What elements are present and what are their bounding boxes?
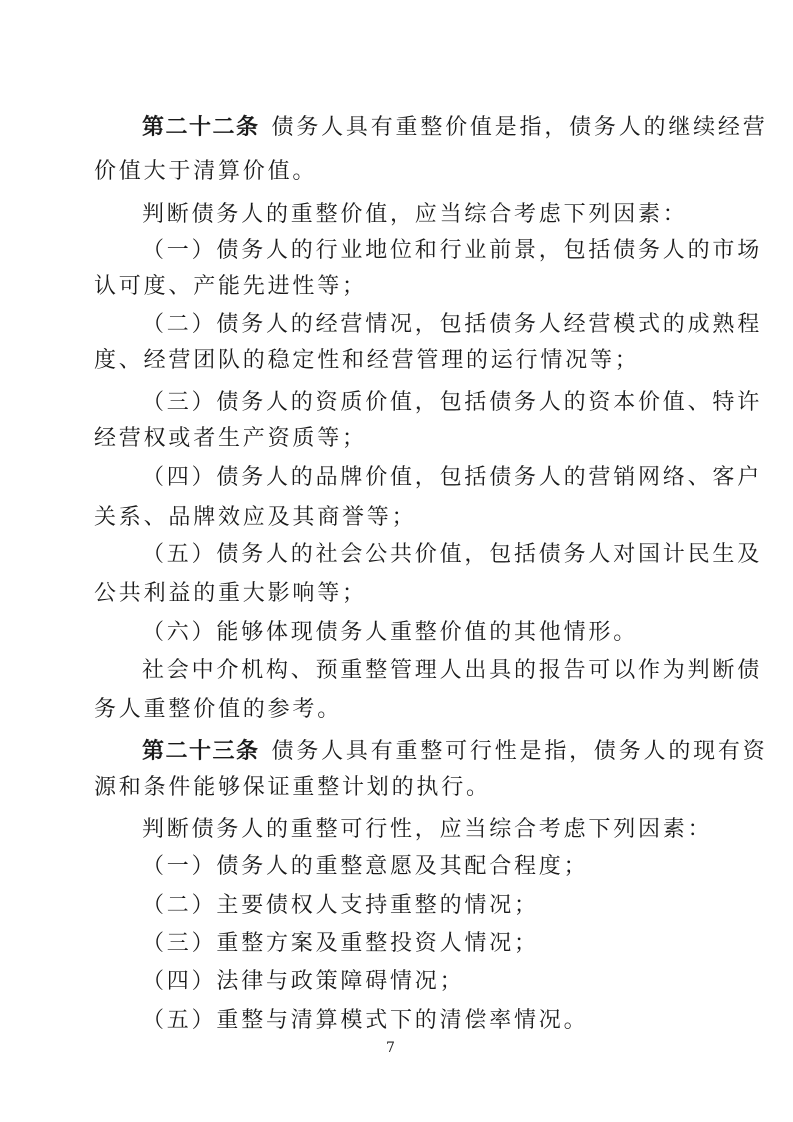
article-23-line-1: 债务人具有重整可行性是指，债务人的现有资 xyxy=(271,739,768,764)
article-22-intro: 判断债务人的重整价值，应当综合考虑下列因素： xyxy=(142,202,688,227)
article-22-item-4a: （四）债务人的品牌价值，包括债务人的营销网络、客户 xyxy=(142,465,763,490)
article-22-item-2b: 度、经营团队的稳定性和经营管理的运行情况等； xyxy=(94,348,640,373)
article-22-note-b: 务人重整价值的参考。 xyxy=(94,697,343,722)
article-22-item-2a: （二）债务人的经营情况，包括债务人经营模式的成熟程 xyxy=(142,312,763,337)
article-23-item-5: （五）重整与清算模式下的清偿率情况。 xyxy=(142,1008,589,1033)
article-22-line-2: 价值大于清算价值。 xyxy=(94,159,318,184)
article-22-item-4b: 关系、品牌效应及其商誉等； xyxy=(94,505,417,530)
article-22-heading: 第二十二条 xyxy=(142,115,260,140)
article-22-note-a: 社会中介机构、预重整管理人出具的报告可以作为判断债 xyxy=(142,658,763,683)
article-23-line-2: 源和条件能够保证重整计划的执行。 xyxy=(94,775,491,800)
page-number: 7 xyxy=(386,1040,395,1056)
article-23-first-line xyxy=(142,737,768,767)
article-22-line-1: 债务人具有重整价值是指，债务人的继续经营 xyxy=(271,115,768,140)
article-23-heading: 第二十三条 xyxy=(142,739,260,764)
article-23-item-4: （四）法律与政策障碍情况； xyxy=(142,969,465,994)
article-22-first-line xyxy=(142,113,768,143)
article-23-item-3: （三）重整方案及重整投资人情况； xyxy=(142,931,539,956)
article-22-item-3b: 经营权或者生产资质等； xyxy=(94,426,367,451)
article-22-item-5a: （五）债务人的社会公共价值，包括债务人对国计民生及 xyxy=(142,542,763,567)
article-22-item-1a: （一）债务人的行业地位和行业前景，包括债务人的市场 xyxy=(142,238,763,263)
article-22-item-3a: （三）债务人的资质价值，包括债务人的资本价值、特许 xyxy=(142,390,763,415)
article-23-item-2: （二）主要债权人支持重整的情况； xyxy=(142,893,539,918)
article-23-intro: 判断债务人的重整可行性，应当综合考虑下列因素： xyxy=(142,817,713,842)
article-23-item-1: （一）债务人的重整意愿及其配合程度； xyxy=(142,854,589,879)
article-22-item-1b: 认可度、产能先进性等； xyxy=(94,274,367,299)
article-22-item-5b: 公共利益的重大影响等； xyxy=(94,581,367,606)
article-22-item-6: （六）能够体现债务人重整价值的其他情形。 xyxy=(142,620,639,645)
